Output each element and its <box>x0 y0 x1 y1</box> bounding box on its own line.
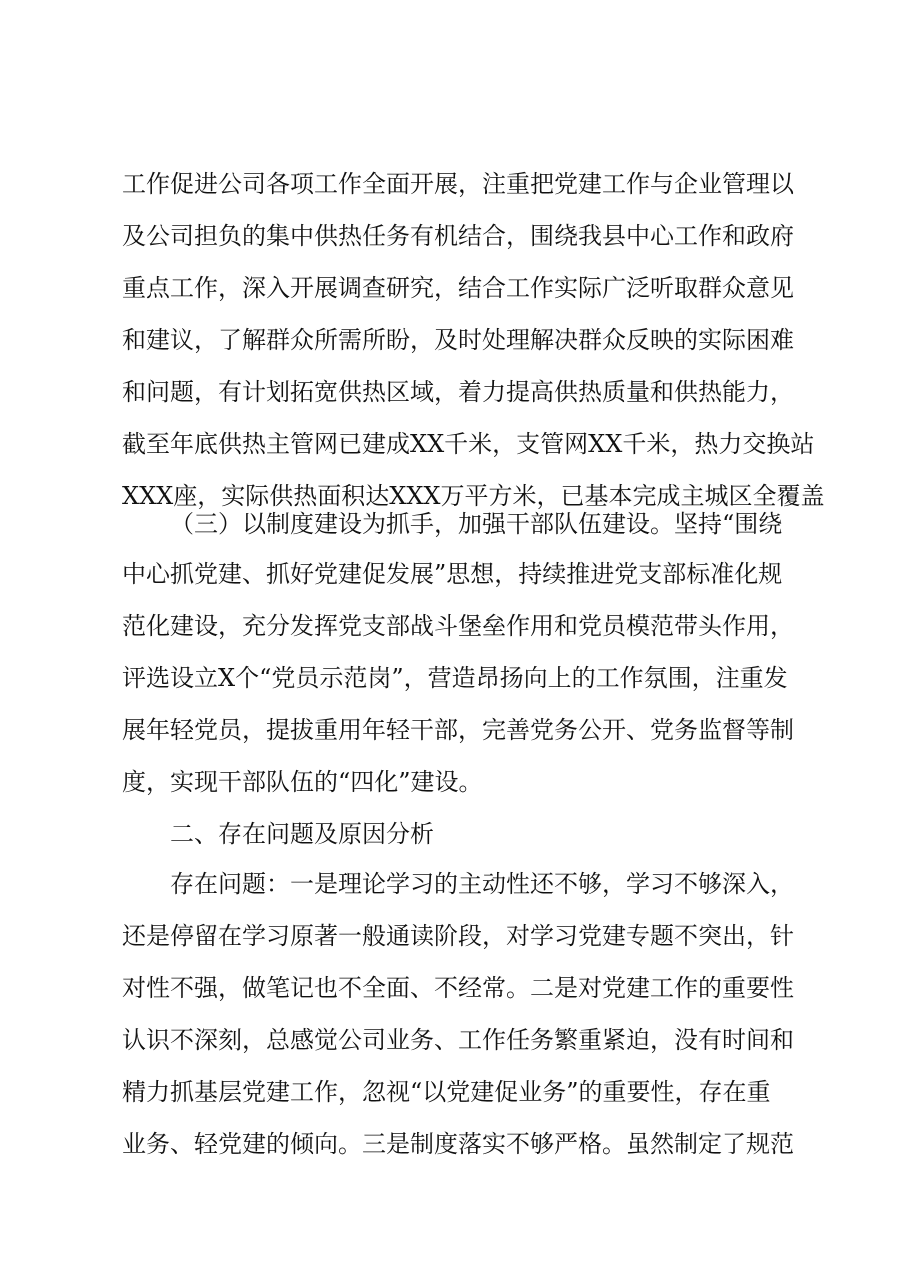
paragraph-line: 度，实现干部队伍的“四化”建设。 <box>122 768 483 796</box>
paragraph-line: 评选设立X个“党员示范岗”，营造昂扬向上的工作氛围，注重发 <box>122 664 788 692</box>
paragraph-line: 截至年底供热主管网已建成XX千米，支管网XX千米，热力交换站 <box>122 430 815 458</box>
paragraph-line: 及公司担负的集中供热任务有机结合，围绕我县中心工作和政府 <box>122 222 794 250</box>
paragraph-line: 认识不深刻，总感觉公司业务、工作任务繁重紧迫，没有时间和 <box>122 1026 794 1054</box>
paragraph-line: 对性不强，做笔记也不全面、不经常。二是对党建工作的重要性 <box>122 974 794 1002</box>
section-heading: 二、存在问题及原因分析 <box>170 820 434 848</box>
paragraph-line: 还是停留在学习原著一般通读阶段，对学习党建专题不突出，针 <box>122 922 794 950</box>
paragraph-line: 工作促进公司各项工作全面开展，注重把党建工作与企业管理以 <box>122 170 794 198</box>
section-paragraph-start: （三）以制度建设为抓手，加强干部队伍建设。坚持“围绕 <box>170 510 783 538</box>
paragraph-line: 和问题，有计划拓宽供热区域，着力提高供热质量和供热能力， <box>122 378 794 406</box>
paragraph-line: 业务、轻党建的倾向。三是制度落实不够严格。虽然制定了规范 <box>122 1130 794 1158</box>
paragraph-line: 存在问题：一是理论学习的主动性还不够，学习不够深入， <box>170 870 794 898</box>
paragraph-line: 展年轻党员，提拔重用年轻干部，完善党务公开、党务监督等制 <box>122 716 794 744</box>
paragraph-line: 重点工作，深入开展调查研究，结合工作实际广泛听取群众意见 <box>122 274 794 302</box>
paragraph-line: XXX座，实际供热面积达XXX万平方米，已基本完成主城区全覆盖 <box>122 482 825 510</box>
paragraph-line: 中心抓党建、抓好党建促发展”思想，持续推进党支部标准化规 <box>122 560 783 588</box>
paragraph-line: 范化建设，充分发挥党支部战斗堡垒作用和党员模范带头作用， <box>122 612 794 640</box>
paragraph-line: 精力抓基层党建工作，忽视“以党建促业务”的重要性，存在重 <box>122 1078 771 1106</box>
paragraph-line: 和建议，了解群众所需所盼，及时处理解决群众反映的实际困难 <box>122 326 794 354</box>
